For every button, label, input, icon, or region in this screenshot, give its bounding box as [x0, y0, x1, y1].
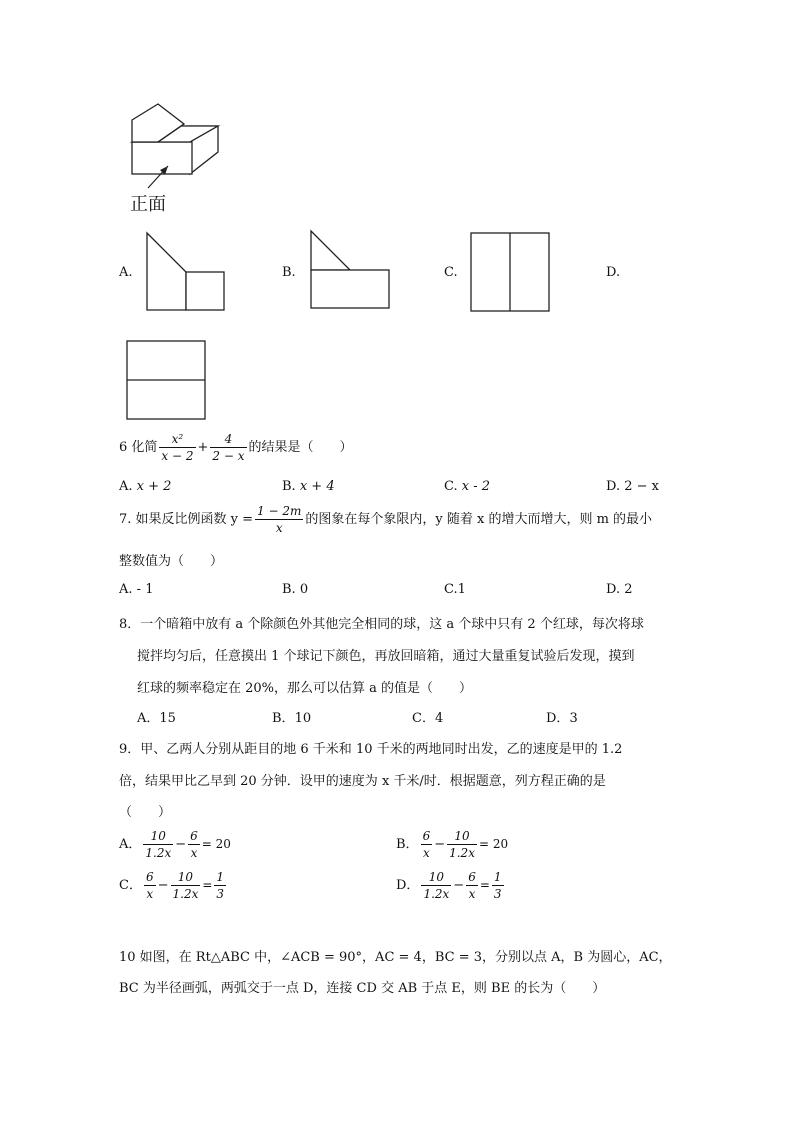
q7-option-a[interactable] — [119, 582, 153, 597]
q9-option-b-frac1 — [421, 828, 433, 861]
q7-option-c-label: C. — [444, 582, 458, 597]
q7-option-a-label: A. — [119, 582, 133, 597]
q9-option-d-frac2 — [466, 869, 478, 902]
q7-option-b-label: B. — [282, 582, 296, 597]
q9-a-f1-num: 10 — [143, 828, 173, 845]
q9-option-b-frac2 — [447, 828, 477, 861]
q9-c-rhs-den: 3 — [216, 887, 225, 901]
q6-option-c-label: C. — [444, 479, 458, 494]
q9-line2: 倍，结果甲比乙早到 20 分钟．设甲的速度为 x 千米/时．根据题意，列方程正确的是 — [119, 774, 606, 789]
q7-frac-den: x — [275, 521, 283, 535]
q6-frac2-num: 4 — [210, 431, 246, 448]
q9-d-f2-den: x — [468, 887, 476, 901]
q9-b-rhs: = 20 — [478, 837, 509, 851]
q8-option-d[interactable] — [546, 707, 578, 726]
q8-line3: 红球的频率稳定在 20%，那么可以估算 a 的值是（ ） — [137, 681, 473, 696]
q7-fraction — [255, 503, 303, 536]
q9-a-f1-den: 1.2x — [145, 846, 172, 860]
q8-line2: 搅拌均匀后，任意摸出 1 个球记下颜色，再放回暗箱，通过大量重复试验后发现，摸到 — [137, 649, 635, 664]
q9-option-a-frac1 — [143, 828, 173, 861]
front-label: 正面 — [130, 194, 166, 215]
q9-option-d-rhs — [492, 869, 504, 902]
q9-a-rhs: = 20 — [201, 837, 231, 851]
q9-d-rhs-den: 3 — [493, 887, 502, 901]
q9-b-op: − — [434, 837, 446, 852]
q6-frac2-den: 2 − x — [212, 449, 245, 463]
q5-option-d-label[interactable]: D. — [606, 265, 621, 280]
q6-option-a-value: x + 2 — [136, 479, 172, 494]
q8-option-d-value: 3 — [569, 711, 578, 726]
q9-d-eq: = — [479, 878, 490, 892]
q7-option-b-value: 0 — [299, 582, 309, 597]
q9-c-f1-num: 6 — [145, 870, 154, 884]
q6-fraction-2 — [210, 431, 246, 464]
q9-c-op: − — [157, 878, 169, 893]
q5-option-b-figure — [310, 230, 392, 312]
solid-figure — [128, 100, 228, 180]
q9-option-c-rhs — [214, 869, 226, 902]
q9-option-c[interactable] — [119, 869, 228, 902]
q7-option-d-value: 2 — [624, 582, 633, 597]
q9-line1: 9．甲、乙两人分别从距目的地 6 千米和 10 千米的两地同时出发，乙的速度是甲的 1.2 — [119, 742, 623, 757]
q6-option-d-value: 2 − x — [624, 479, 659, 494]
q10-line1: 10 如图，在 Rt△ABC 中，∠ACB = 90°，AC = 4，BC = 3，分别以点 A，B 为圆心，AC， — [119, 950, 672, 965]
q9-option-c-frac2 — [171, 869, 201, 902]
q5-option-a-figure — [146, 232, 226, 314]
q6-fraction-1 — [159, 431, 195, 464]
q8-option-a[interactable] — [137, 707, 176, 726]
q9-d-rhs-num: 1 — [493, 870, 502, 884]
q9-a-op: − — [175, 837, 187, 852]
q8-option-b-label: B． — [272, 711, 295, 726]
q9-b-f2-den: 1.2x — [449, 846, 475, 860]
q8-option-c-label: C． — [412, 711, 435, 726]
q8-option-c[interactable] — [412, 707, 443, 726]
q9-option-a-frac2 — [188, 828, 200, 861]
q7-line2: 整数值为（ ） — [119, 554, 224, 569]
q7-option-d-label: D. — [606, 582, 621, 597]
q8-option-a-value: 15 — [159, 711, 176, 726]
q6-stem-post: 的结果是（ ） — [248, 440, 353, 455]
q5-option-c-label[interactable]: C. — [444, 265, 458, 280]
q6-option-b-value: x + 4 — [299, 479, 335, 494]
q9-option-a-label: A． — [119, 837, 142, 852]
q9-d-op: − — [453, 878, 465, 893]
q7-option-c[interactable] — [444, 582, 466, 597]
q7-option-d[interactable] — [606, 582, 633, 597]
q7-option-b[interactable] — [282, 582, 308, 597]
q6-option-b[interactable] — [282, 479, 335, 494]
q6-option-a-label: A. — [119, 479, 133, 494]
q9-b-f2-num: 10 — [447, 828, 477, 845]
q6-option-c-value: x - 2 — [461, 479, 491, 494]
q9-c-rhs-num: 1 — [216, 870, 225, 884]
q9-b-f1-den: x — [422, 846, 430, 860]
q9-option-b[interactable] — [396, 828, 508, 861]
q9-d-f1-num: 10 — [421, 869, 451, 886]
q9-a-f2-den: x — [190, 846, 198, 860]
q10-line2: BC 为半径画弧，两弧交于一点 D，连接 CD 交 AB 于点 E，则 BE 的长为（ ） — [119, 981, 606, 996]
q9-option-d-frac1 — [421, 869, 451, 902]
q7-option-a-value: - 1 — [136, 582, 154, 597]
q9-option-c-frac1 — [144, 869, 156, 902]
q9-option-d-label: D． — [396, 878, 420, 893]
q8-option-b-value: 10 — [294, 711, 312, 726]
q8-option-b[interactable] — [272, 707, 311, 726]
q6-frac1-num: x² — [159, 431, 195, 448]
q6-option-a[interactable] — [119, 479, 171, 494]
q6-option-d-label: D. — [606, 479, 621, 494]
q9-a-f2-num: 6 — [190, 829, 198, 843]
q6-stem-pre: 6 化简 — [119, 440, 158, 455]
q9-c-eq: = — [202, 878, 213, 892]
q5-option-a-label[interactable]: A. — [119, 265, 133, 280]
q9-option-a[interactable] — [119, 828, 231, 861]
q9-option-b-label: B． — [396, 837, 419, 852]
q7-stem-pre: 7. 如果反比例函数 y = — [119, 512, 254, 527]
q6-option-d[interactable] — [606, 479, 659, 494]
q6-frac1-den: x − 2 — [161, 449, 194, 463]
q5-option-d-figure — [126, 340, 208, 422]
q8-option-c-value: 4 — [434, 711, 444, 726]
q6-option-b-label: B. — [282, 479, 296, 494]
q7-stem-post: 的图象在每个象限内，y 随着 x 的增大而增大，则 m 的最小 — [305, 512, 653, 527]
q9-b-f1-num: 6 — [422, 829, 431, 843]
q8-option-d-label: D． — [546, 711, 570, 726]
q7-frac-num: 1 − 2m — [257, 504, 302, 518]
q9-c-f2-num: 10 — [171, 869, 201, 886]
q9-c-f1-den: x — [146, 887, 154, 901]
q9-d-f2-num: 6 — [468, 870, 476, 884]
q6-option-c[interactable] — [444, 479, 490, 494]
q8-option-a-label: A． — [137, 711, 160, 726]
q5-option-c-figure — [470, 232, 552, 314]
q7-option-c-value: 1 — [457, 582, 466, 597]
q9-d-f1-den: 1.2x — [423, 887, 450, 901]
q6-plus: + — [197, 440, 209, 455]
q7-stem — [119, 503, 652, 536]
q6-stem — [119, 431, 353, 464]
q9-c-f2-den: 1.2x — [172, 887, 199, 901]
q9-line3: （ ） — [119, 805, 172, 820]
q5-option-b-label[interactable]: B. — [282, 265, 296, 280]
q8-line1: 8．一个暗箱中放有 a 个除颜色外其他完全相同的球，这 a 个球中只有 2 个红球，每次将球 — [119, 617, 644, 632]
q9-option-c-label: C． — [119, 878, 142, 893]
q9-option-d[interactable] — [396, 869, 506, 902]
